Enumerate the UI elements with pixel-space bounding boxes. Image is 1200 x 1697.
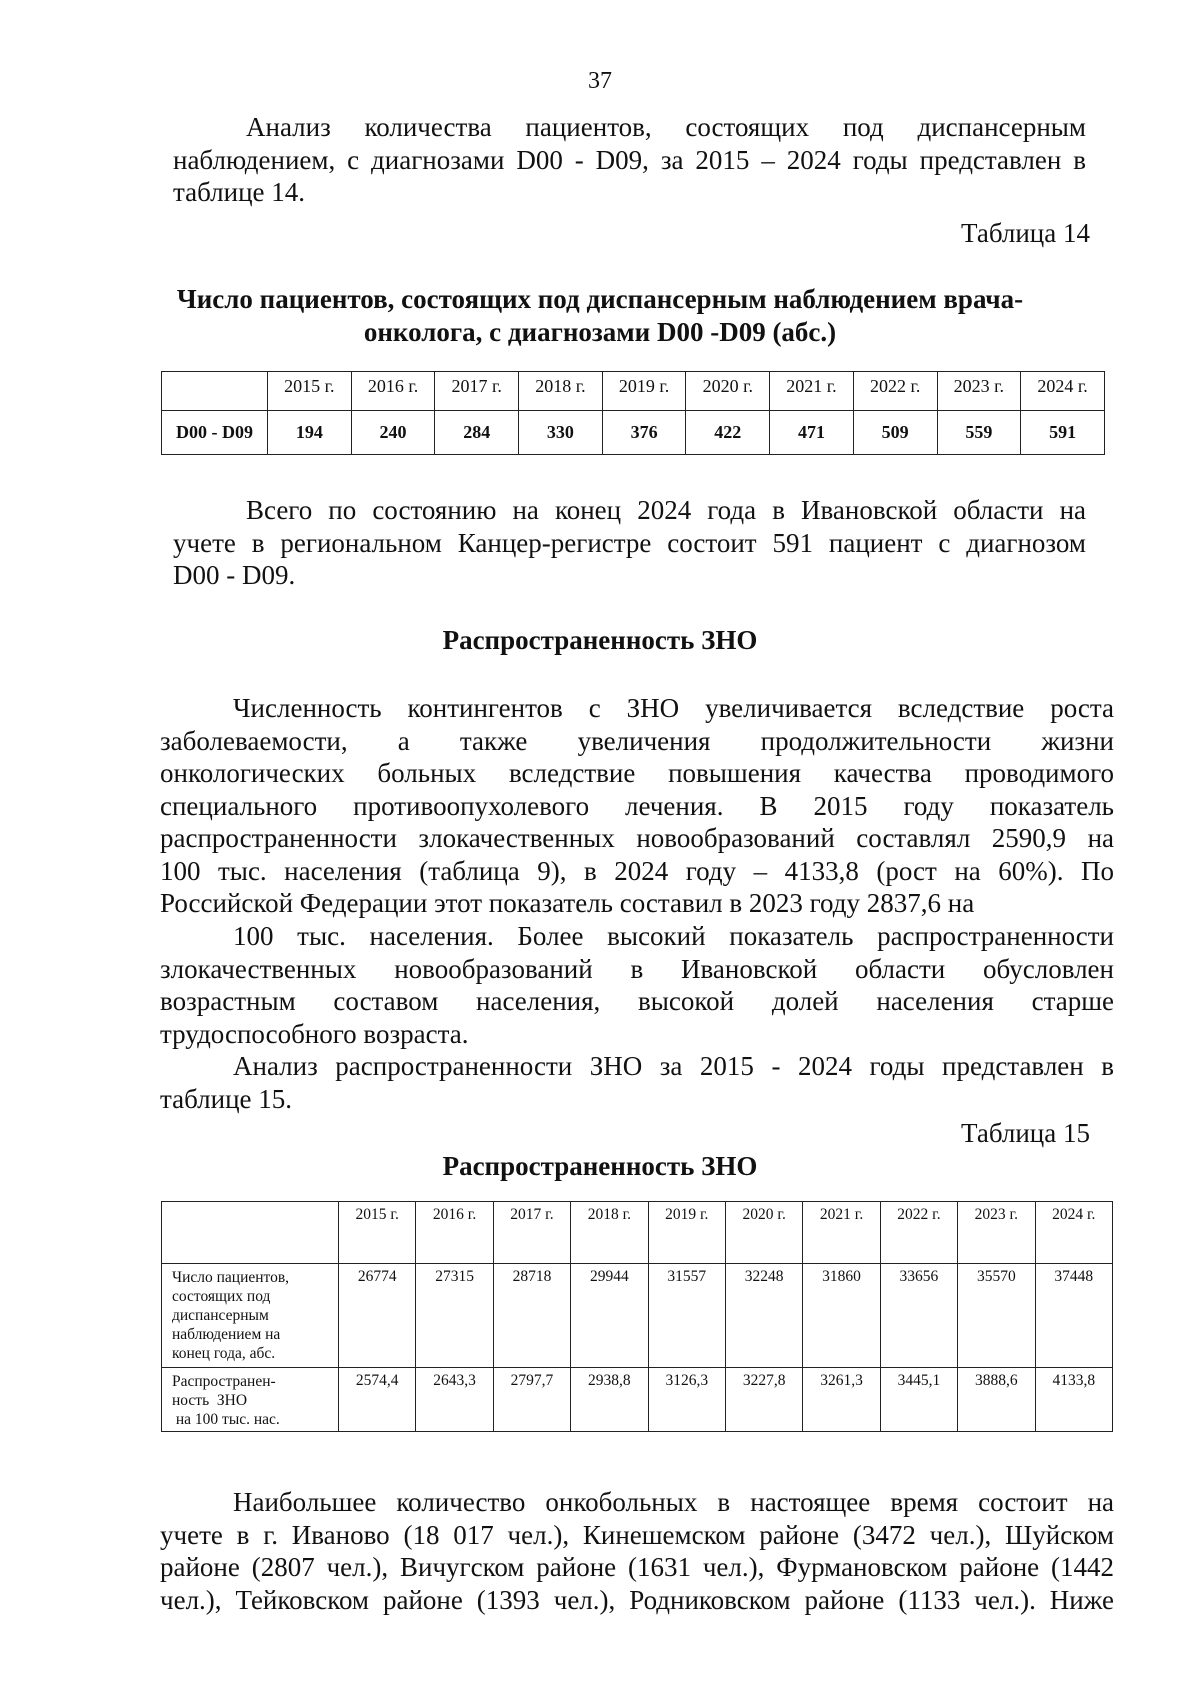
table15-title: Распространенность ЗНО bbox=[442, 1151, 758, 1181]
table-cell: 4133,8 bbox=[1035, 1368, 1112, 1432]
row-label-line: Распространен- bbox=[172, 1373, 276, 1390]
closing-line: Наибольшее количество онкобольных в настоящее время состоит на bbox=[233, 1487, 1114, 1517]
closing-line: учете в г. Иваново (18 017 чел.), Кинешемском районе (3472 чел.), Шуйском bbox=[160, 1519, 1114, 1550]
table-cell: 29944 bbox=[571, 1264, 648, 1368]
prevalence-line: 100 тыс. населения. Более высокий показатель распространенности bbox=[233, 921, 1114, 951]
table14-title-line: онколога, с диагнозами D00 -D09 (абс.) bbox=[363, 317, 837, 347]
row-label-line: наблюдением на bbox=[172, 1326, 281, 1343]
intro-line: Анализ количества пациентов, состоящих под диспансерным bbox=[246, 112, 1086, 142]
table14-title bbox=[0, 283, 1200, 349]
table-cell: 37448 bbox=[1035, 1264, 1112, 1368]
prevalence-line: Анализ распространенности ЗНО за 2015 - 2024 годы представлен в bbox=[233, 1051, 1114, 1081]
table15-corner-cell bbox=[162, 1202, 339, 1264]
table-cell: 26774 bbox=[339, 1264, 416, 1368]
intro-line: наблюдением, с диагнозами D00 - D09, за 2015 – 2024 годы представлен в bbox=[173, 144, 1086, 175]
prevalence-line: распространенности злокачественных новообразований составлял 2590,9 на bbox=[160, 823, 1114, 853]
table-cell: 2938,8 bbox=[571, 1368, 648, 1432]
total-note-line: D00 - D09. bbox=[173, 560, 296, 590]
table-cell: 31860 bbox=[803, 1264, 880, 1368]
table-cell: 2643,3 bbox=[416, 1368, 493, 1432]
year-header: 2018 г. bbox=[571, 1202, 648, 1264]
year-header: 2023 г. bbox=[958, 1202, 1035, 1264]
table-cell: 28718 bbox=[493, 1264, 570, 1368]
table15-row-prevalence bbox=[162, 1368, 1113, 1432]
table-cell: 559 bbox=[937, 411, 1021, 455]
table-cell: 591 bbox=[1021, 411, 1105, 455]
prevalence-paragraph-2 bbox=[160, 920, 1114, 1050]
section-heading: Распространенность ЗНО bbox=[442, 625, 758, 655]
table15-header-row bbox=[162, 1202, 1113, 1264]
prevalence-line: Российской Федерации этот показатель составил в 2023 году 2837,6 на bbox=[160, 888, 975, 918]
table-cell: 3261,3 bbox=[803, 1368, 880, 1432]
year-header: 2024 г. bbox=[1035, 1202, 1112, 1264]
row-label-line: на 100 тыс. нас. bbox=[172, 1411, 280, 1428]
table-cell: 509 bbox=[853, 411, 937, 455]
intro-line: таблице 14. bbox=[173, 177, 306, 207]
prevalence-line: 100 тыс. населения (таблица 9), в 2024 году – 4133,8 (рост на 60%). По bbox=[160, 855, 1114, 886]
table-cell: 2574,4 bbox=[339, 1368, 416, 1432]
prevalence-paragraph-3 bbox=[160, 1050, 1114, 1115]
table-cell: 3445,1 bbox=[880, 1368, 957, 1432]
year-header: 2024 г. bbox=[1021, 372, 1105, 411]
row-label-line: Число пациентов, bbox=[172, 1269, 290, 1286]
prevalence-line: злокачественных новообразований в Ивановской области обусловлен bbox=[160, 953, 1114, 984]
total-note-line: Всего по состоянию на конец 2024 года в Ивановской области на bbox=[246, 495, 1086, 525]
table-cell: 240 bbox=[351, 411, 435, 455]
intro-paragraph bbox=[173, 111, 1086, 209]
table-cell: 3888,6 bbox=[958, 1368, 1035, 1432]
row-label bbox=[162, 1264, 339, 1368]
year-header: 2022 г. bbox=[880, 1202, 957, 1264]
table15 bbox=[161, 1201, 1113, 1432]
row-label: D00 - D09 bbox=[162, 411, 268, 455]
prevalence-line: таблице 15. bbox=[160, 1083, 293, 1114]
table15-caption: Таблица 15 bbox=[961, 1118, 1090, 1148]
year-header: 2016 г. bbox=[351, 372, 435, 411]
table14-caption: Таблица 14 bbox=[961, 218, 1090, 248]
prevalence-line: Численность контингентов с ЗНО увеличивается вследствие роста bbox=[233, 693, 1114, 723]
row-label-line: диспансерным bbox=[172, 1307, 269, 1324]
year-header: 2016 г. bbox=[416, 1202, 493, 1264]
closing-line: районе (2807 чел.), Вичугском районе (1631 чел.), Фурмановском районе (1442 bbox=[160, 1552, 1114, 1582]
table14 bbox=[161, 371, 1105, 455]
year-header: 2020 г. bbox=[686, 372, 770, 411]
table-cell: 35570 bbox=[958, 1264, 1035, 1368]
year-header: 2017 г. bbox=[493, 1202, 570, 1264]
table14-title-line: Число пациентов, состоящих под диспансерным наблюдением врача- bbox=[176, 284, 1024, 314]
table-cell: 471 bbox=[770, 411, 854, 455]
table-cell: 2797,7 bbox=[493, 1368, 570, 1432]
year-header: 2022 г. bbox=[853, 372, 937, 411]
prevalence-line: заболеваемости, а также увеличения продолжительности жизни bbox=[160, 725, 1114, 756]
year-header: 2020 г. bbox=[725, 1202, 802, 1264]
year-header: 2017 г. bbox=[435, 372, 519, 411]
closing-line: чел.), Тейковском районе (1393 чел.), Родниковском районе (1133 чел.). Ниже bbox=[160, 1584, 1114, 1615]
table-cell: 330 bbox=[519, 411, 603, 455]
total-note-line: учете в региональном Канцер-регистре состоит 591 пациент с диагнозом bbox=[173, 527, 1086, 558]
page-number: 37 bbox=[588, 68, 612, 94]
year-header: 2021 г. bbox=[770, 372, 854, 411]
table14-header-row bbox=[162, 372, 1105, 411]
table-cell: 284 bbox=[435, 411, 519, 455]
table-cell: 194 bbox=[268, 411, 352, 455]
table-cell: 33656 bbox=[880, 1264, 957, 1368]
year-header: 2023 г. bbox=[937, 372, 1021, 411]
row-label-line: ность ЗНО bbox=[172, 1392, 248, 1409]
prevalence-line: возрастным составом населения, высокой долей населения старше bbox=[160, 986, 1114, 1016]
prevalence-line: трудоспособного возраста. bbox=[160, 1018, 469, 1049]
table-cell: 3227,8 bbox=[725, 1368, 802, 1432]
prevalence-line: онкологических больных вследствие повышения качества проводимого bbox=[160, 758, 1114, 788]
row-label-line: конец года, абс. bbox=[172, 1345, 276, 1362]
table-cell: 3126,3 bbox=[648, 1368, 725, 1432]
table-cell: 422 bbox=[686, 411, 770, 455]
table15-row-patients bbox=[162, 1264, 1113, 1368]
table14-data-row bbox=[162, 411, 1105, 455]
closing-paragraph bbox=[160, 1486, 1114, 1616]
year-header: 2019 г. bbox=[648, 1202, 725, 1264]
table14-corner-cell bbox=[162, 372, 268, 411]
year-header: 2018 г. bbox=[519, 372, 603, 411]
row-label bbox=[162, 1368, 339, 1432]
prevalence-paragraph-1 bbox=[160, 692, 1114, 920]
total-note-paragraph bbox=[173, 494, 1086, 592]
year-header: 2015 г. bbox=[268, 372, 352, 411]
table-cell: 32248 bbox=[725, 1264, 802, 1368]
table-cell: 31557 bbox=[648, 1264, 725, 1368]
year-header: 2015 г. bbox=[339, 1202, 416, 1264]
prevalence-line: специального противоопухолевого лечения. В 2015 году показатель bbox=[160, 790, 1114, 821]
row-label-line: состоящих под bbox=[172, 1288, 271, 1305]
table-cell: 27315 bbox=[416, 1264, 493, 1368]
year-header: 2021 г. bbox=[803, 1202, 880, 1264]
table-cell: 376 bbox=[602, 411, 686, 455]
year-header: 2019 г. bbox=[602, 372, 686, 411]
